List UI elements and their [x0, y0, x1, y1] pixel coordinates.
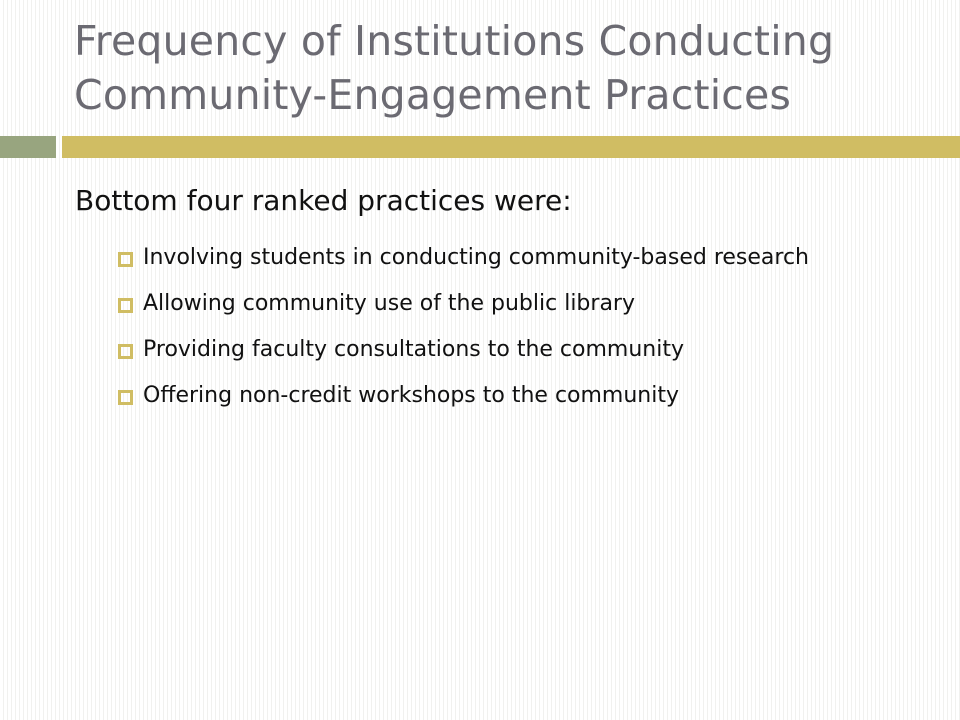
bullet-item: [118, 286, 878, 322]
slide-title: Frequency of Institutions Conducting Community-Engagement Practices: [74, 17, 835, 119]
bullet-list: [118, 240, 878, 424]
bullet-text: Involving students in conducting community-based research: [143, 245, 809, 270]
accent-block-left: [0, 136, 56, 158]
square-bullet-icon: [118, 390, 133, 405]
square-bullet-icon: [118, 298, 133, 313]
bullet-text: Providing faculty consultations to the community: [143, 337, 684, 362]
bullet-item: [118, 240, 878, 276]
slide-heading: Bottom four ranked practices were:: [75, 184, 572, 217]
square-bullet-icon: [118, 344, 133, 359]
bullet-text: Allowing community use of the public library: [143, 291, 635, 316]
bullet-text: Offering non-credit workshops to the community: [143, 383, 680, 408]
accent-bar: [62, 136, 960, 158]
bullet-item: [118, 378, 878, 414]
bullet-item: [118, 332, 878, 368]
square-bullet-icon: [118, 252, 133, 267]
